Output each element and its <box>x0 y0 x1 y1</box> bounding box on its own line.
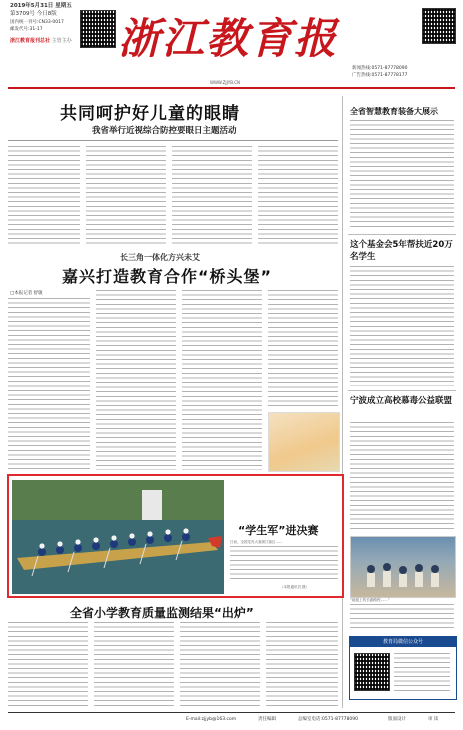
news-hotline: 新闻热线:0571-87778090 <box>352 66 408 71</box>
bottom-col-4 <box>266 622 338 708</box>
bottom-col-2 <box>94 622 174 708</box>
main-story-col-2 <box>86 146 166 246</box>
sidebar-photo <box>350 536 456 598</box>
sidebar-rule-1 <box>348 234 456 235</box>
main-story-col-4 <box>258 146 338 246</box>
dragon-boat-scene <box>12 480 224 594</box>
footer-proof: 审 读 <box>428 717 439 722</box>
sidebar-rule-2 <box>348 390 456 391</box>
footer-design: 版面设计 <box>388 717 406 722</box>
sidebar-item-2-text <box>350 266 454 386</box>
sidebar-photo-scene <box>351 537 455 597</box>
sidebar-item-1-text <box>350 120 454 230</box>
wechat-qr-icon <box>354 653 390 691</box>
footer-rule <box>8 712 455 713</box>
bottom-col-1 <box>8 622 88 708</box>
issn-line-2: 邮发代号:31-17 <box>10 27 43 32</box>
footer-phone: 总编室电话:0571-87778090 <box>298 717 358 722</box>
main-subhead: 我省举行近视综合防控要眼日主题活动 <box>92 126 237 136</box>
footer-editor: 责任编辑 <box>258 717 276 722</box>
media-label-sub: 主管主办 <box>51 38 72 44</box>
masthead-rule <box>8 87 455 89</box>
main-story-col-1 <box>8 146 80 246</box>
headline-rule <box>8 140 338 141</box>
photo-headline: “学生军”进决赛 <box>238 524 319 537</box>
qr-code-right <box>422 8 456 44</box>
media-label-text: 浙江教育报刊总社 <box>10 38 51 44</box>
ad-hotline: 广告热线:0571-87778177 <box>352 73 408 78</box>
wechat-box <box>349 636 457 700</box>
wechat-text <box>394 653 450 691</box>
wechat-label: 教育局微信公众号 <box>350 637 456 647</box>
masthead <box>0 0 463 100</box>
photo-caption: 日前，全国龙舟大赛浙江赛区…… <box>230 540 283 544</box>
story2-kicker: 长三角一体化方兴未艾 <box>120 253 200 262</box>
issue-date: 2019年5月31日 星期五 <box>10 3 72 9</box>
main-headline: 共同呵护好儿童的眼睛 <box>60 104 240 124</box>
photo-credit: （本报通讯员 摄） <box>280 585 310 589</box>
story2-graphic <box>268 412 340 472</box>
story2-byline: □本报记者 舒敏 <box>10 291 43 296</box>
story2-col-4 <box>268 290 338 408</box>
main-story-col-3 <box>172 146 252 246</box>
photo-caption-lines <box>230 546 338 582</box>
bottom-headline: 全省小学教育质量监测结果“出炉” <box>70 606 254 620</box>
newspaper-logo: 浙江教育报 <box>118 14 339 63</box>
sidebar-item-3-title: 宁波成立高校慕毒公益联盟 <box>350 396 453 406</box>
story2-col-3 <box>182 290 262 470</box>
story2-col-1 <box>8 298 90 470</box>
story2-col-2 <box>96 290 176 470</box>
sidebar-divider <box>342 96 343 708</box>
media-label <box>10 37 72 44</box>
story2-headline: 嘉兴打造教育合作“桥头堡” <box>62 267 273 286</box>
sidebar-photo-caption-lines <box>350 604 454 628</box>
footer-email: E-mail:zjjyb@163.com <box>186 717 237 722</box>
sidebar-item-1-title: 全省智慧教育装备大展示 <box>350 107 438 116</box>
bottom-col-3 <box>180 622 260 708</box>
sidebar-item-2-title: 这个基金会5年帮扶近20万名学生 <box>350 240 453 262</box>
sidebar-photo-caption: “地板上的长跑路程……” <box>350 598 390 602</box>
website: WWW.ZJJYB.CN <box>210 80 241 85</box>
issn-line-1: 国内统一刊号:CN33-0017 <box>10 20 64 25</box>
dragon-boat-photo <box>12 480 224 594</box>
qr-code-left <box>80 10 116 48</box>
issue-number: 第3709号 今日8版 <box>10 11 57 17</box>
sidebar-item-3-text <box>350 422 454 532</box>
